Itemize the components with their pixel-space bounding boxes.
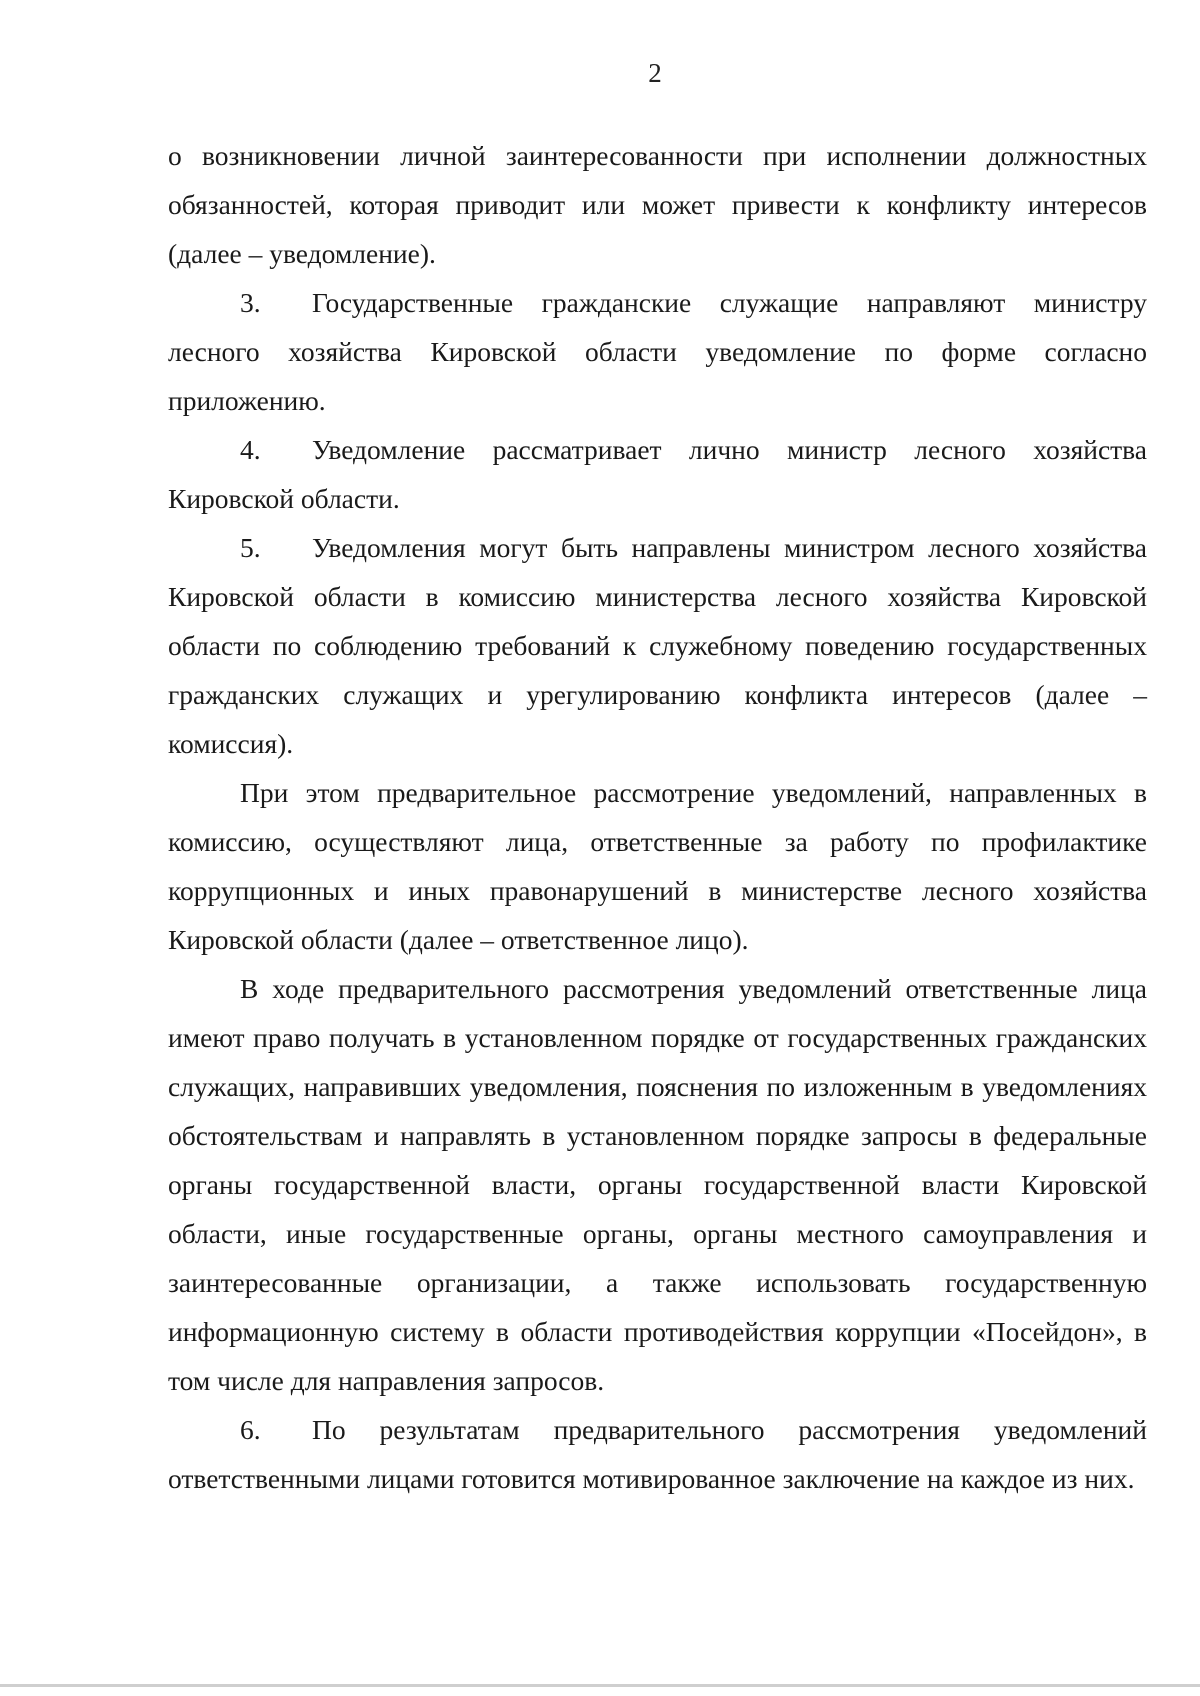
paragraph-number: 5. xyxy=(240,532,261,563)
page-number: 2 xyxy=(648,58,662,88)
paragraph-text: По результатам предварительного рассмотрения уведомлений ответственными лицами готовится мотивированное заключение на каждое из них. xyxy=(168,1414,1147,1494)
paragraph-number: 4. xyxy=(240,434,261,465)
paragraph-continuation xyxy=(168,131,1147,278)
paragraph-text: Государственные гражданские служащие направляют министру лесного хозяйства Кировской области уведомление по форме согласно приложению. xyxy=(168,287,1147,416)
paragraph-number: 3. xyxy=(240,287,261,318)
paragraph-text: Уведомление рассматривает лично министр лесного хозяйства Кировской области. xyxy=(168,434,1147,514)
paragraph-text: В ходе предварительного рассмотрения уведомлений ответственные лица имеют право получать в установленном порядке от государственных гражданских служащих, направивших уведомления, пояснения по изложенным в уведомлениях обстоятельствам и направлять в установленном порядке запросы в федеральные органы государственной власти, органы государственной власти Кировской области, иные государственные органы, органы местного самоуправления и заинтересованные организации, а также использовать государственную информационную систему в области противодействия коррупции «Посейдон», в том числе для направления запросов. xyxy=(168,973,1147,1396)
paragraph-rights xyxy=(168,964,1147,1405)
paragraph-preliminary-review xyxy=(168,768,1147,964)
paragraph-item-5 xyxy=(168,523,1147,768)
scan-edge-line xyxy=(0,1684,1200,1687)
paragraph-item-6 xyxy=(168,1405,1147,1503)
paragraph-item-4 xyxy=(168,425,1147,523)
paragraph-text: Уведомления могут быть направлены министром лесного хозяйства Кировской области в комиссию министерства лесного хозяйства Кировской области по соблюдению требований к служебному поведению государственных гражданских служащих и урегулированию конфликта интересов (далее – комиссия). xyxy=(168,532,1147,759)
paragraph-number: 6. xyxy=(240,1414,261,1445)
paragraph-item-3 xyxy=(168,278,1147,425)
paragraph-text: При этом предварительное рассмотрение уведомлений, направленных в комиссию, осуществляют лица, ответственные за работу по профилактике коррупционных и иных правонарушений в министерстве лесного хозяйства Кировской области (далее – ответственное лицо). xyxy=(168,777,1147,955)
paragraph-text: о возникновении личной заинтересованности при исполнении должностных обязанностей, которая приводит или может привести к конфликту интересов (далее – уведомление). xyxy=(168,140,1147,269)
document-body xyxy=(168,131,1147,1503)
